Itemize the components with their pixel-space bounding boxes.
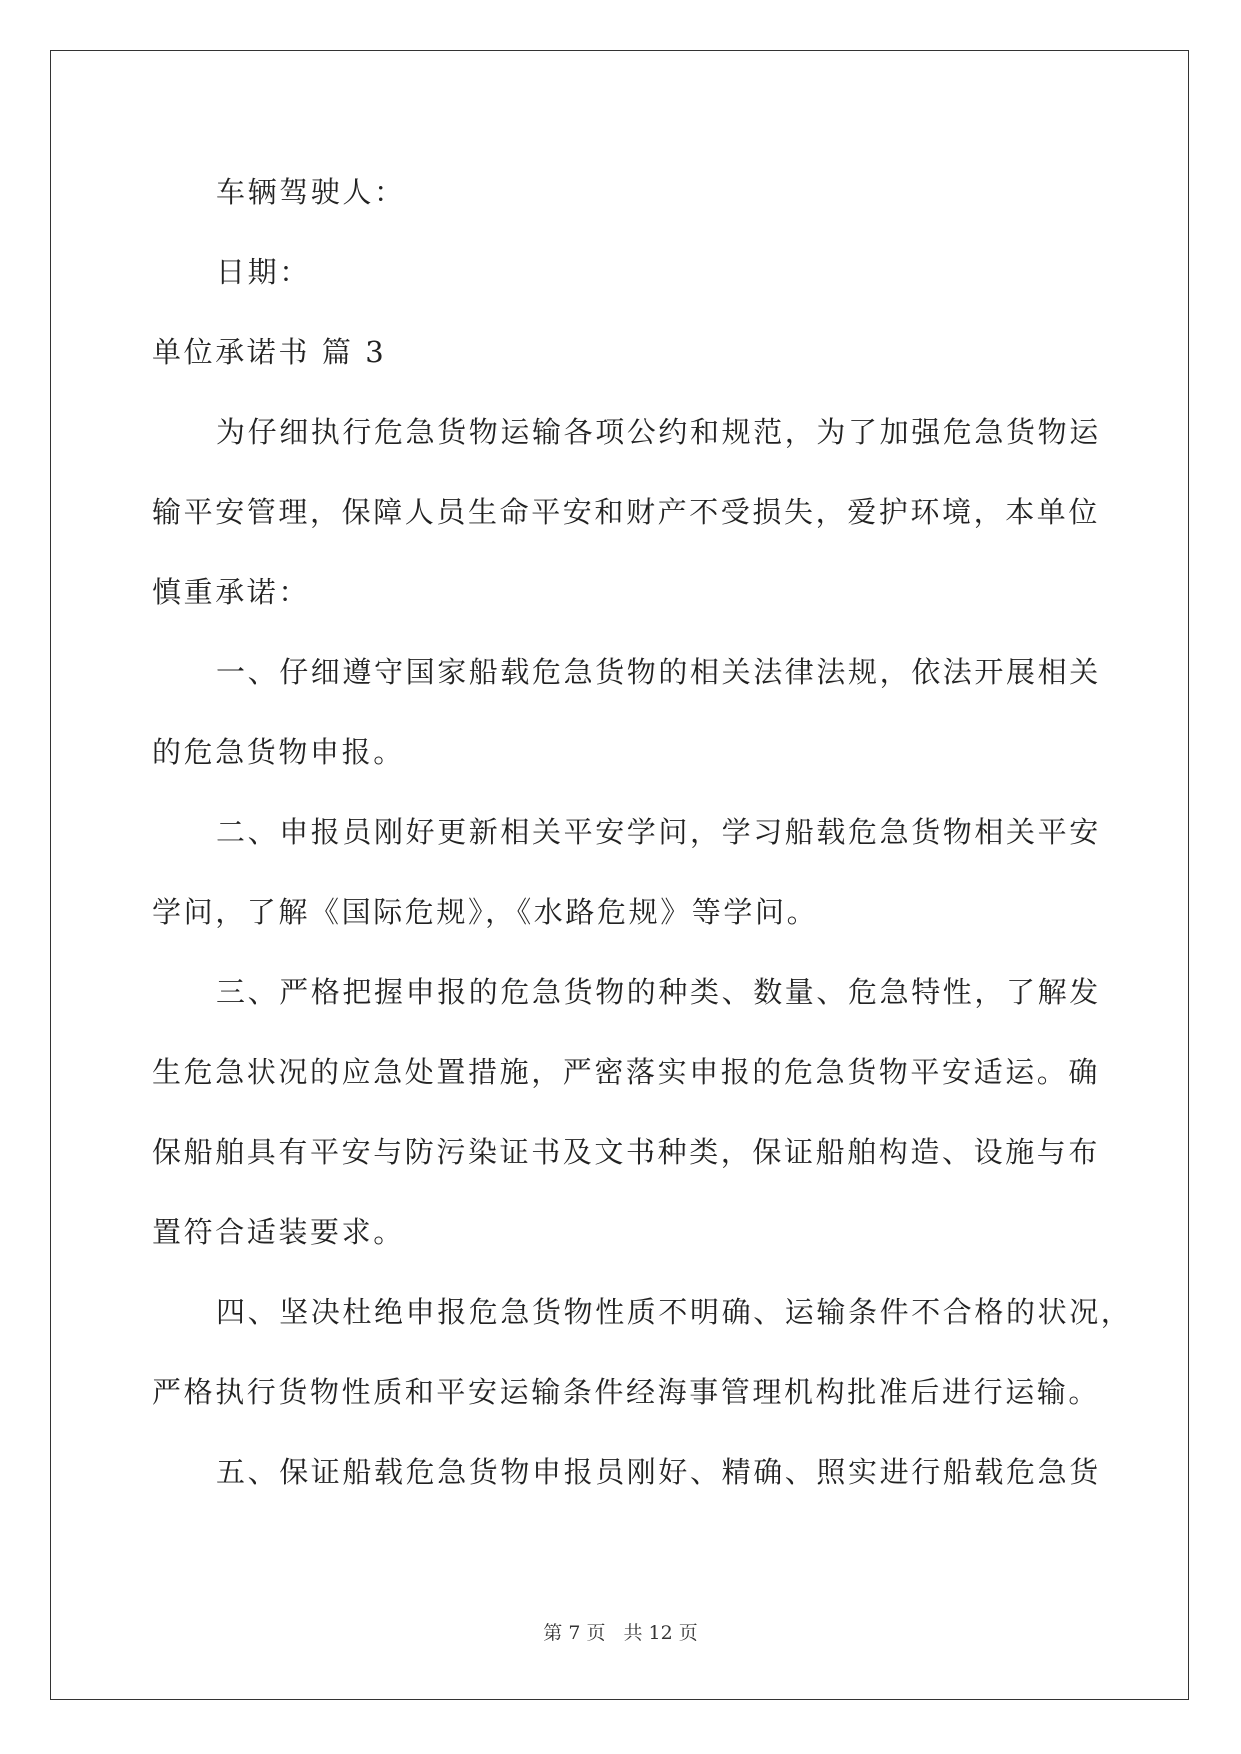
- body-line: 保船舶具有平安与防污染证书及文书种类，保证船舶构造、设施与布: [152, 1135, 1101, 1169]
- signature-driver-line: 车辆驾驶人：: [216, 175, 406, 209]
- body-line: 三、严格把握申报的危急货物的种类、数量、危急特性，了解发: [216, 975, 1101, 1009]
- body-line: 的危急货物申报。: [152, 735, 405, 769]
- page-footer: [0, 1620, 1241, 1646]
- body-line: 生危急状况的应急处置措施，严密落实申报的危急货物平安适运。确: [152, 1055, 1101, 1089]
- body-line: 学问，了解《国际危规》，《水路危规》等学问。: [152, 895, 819, 929]
- body-line: 二、申报员刚好更新相关平安学问，学习船载危急货物相关平安: [216, 815, 1101, 849]
- body-line: 五、保证船载危急货物申报员刚好、精确、照实进行船载危急货: [216, 1455, 1101, 1489]
- page-total: 共 12 页: [623, 1622, 698, 1644]
- body-line: 为仔细执行危急货物运输各项公约和规范，为了加强危急货物运: [216, 415, 1101, 449]
- body-line: 严格执行货物性质和平安运输条件经海事管理机构批准后进行运输。: [152, 1375, 1101, 1409]
- signature-date-line: 日期：: [216, 255, 311, 289]
- body-line: 四、坚决杜绝申报危急货物性质不明确、运输条件不合格的状况，: [216, 1295, 1133, 1329]
- body-line: 置符合适装要求。: [152, 1215, 405, 1249]
- body-line: 输平安管理，保障人员生命平安和财产不受损失，爱护环境，本单位: [152, 495, 1101, 529]
- body-line: 慎重承诺：: [152, 575, 311, 609]
- section-heading: 单位承诺书 篇 3: [152, 335, 387, 369]
- body-line: 一、仔细遵守国家船载危急货物的相关法律法规，依法开展相关: [216, 655, 1101, 689]
- page-number: 第 7 页: [543, 1622, 606, 1644]
